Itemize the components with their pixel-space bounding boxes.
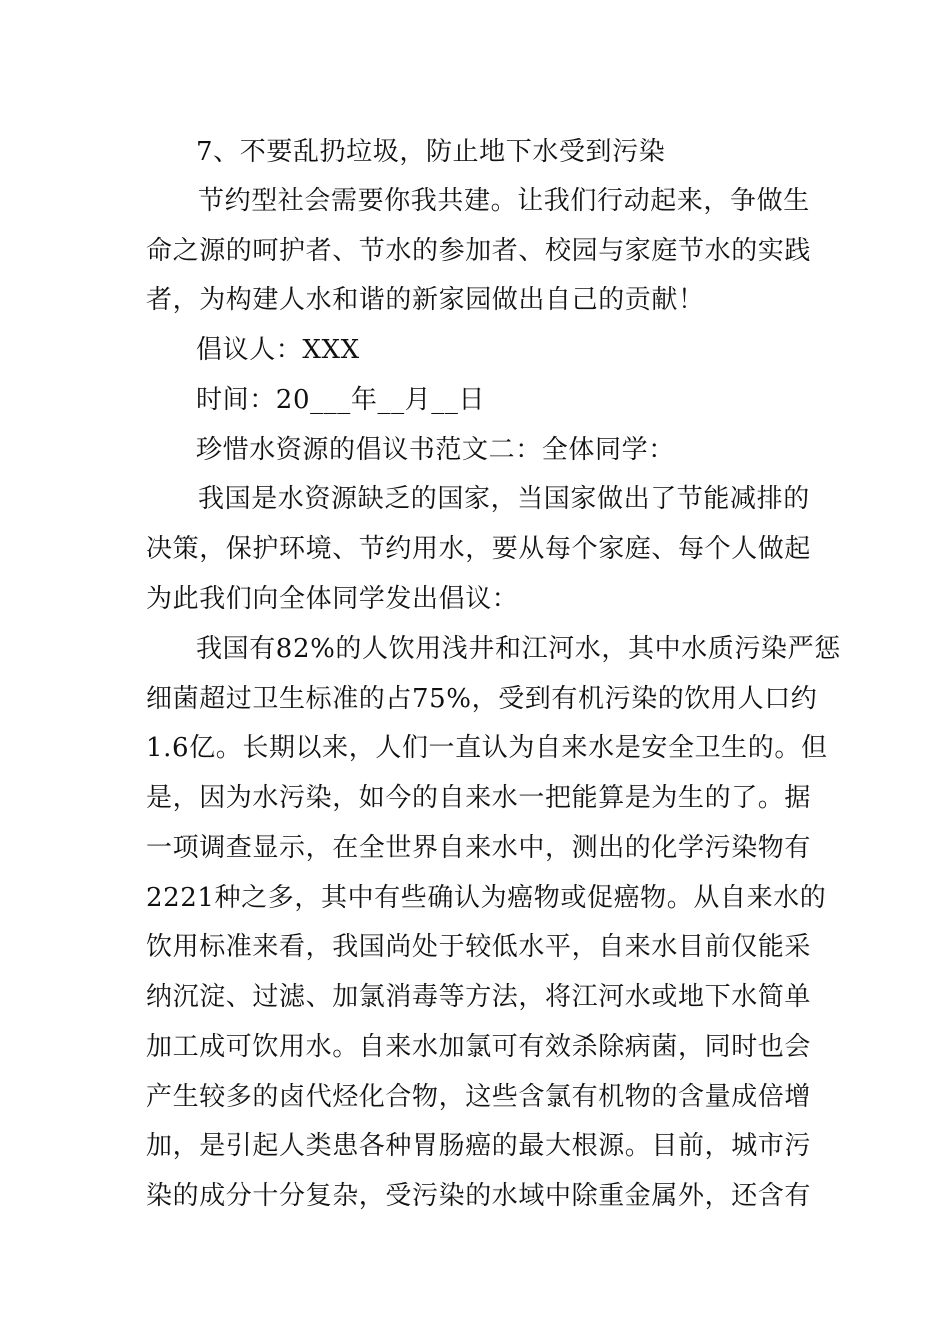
paragraph-line: 加工成可饮用水。自来水加氯可有效杀除病菌，同时也会: [146, 1032, 812, 1062]
paragraph-line: 为此我们向全体同学发出倡议：: [146, 584, 519, 614]
date-line: 时间：20___年__月__日: [196, 385, 486, 415]
paragraph-line: 决策，保护环境、节约用水，要从每个家庭、每个人做起: [146, 534, 812, 564]
paragraph-line: 者，为构建人水和谐的新家园做出自己的贡献！: [146, 285, 705, 315]
text-line: 7、不要乱扔垃圾，防止地下水受到污染: [196, 137, 666, 167]
paragraph-line: 饮用标准来看，我国尚处于较低水平，自来水目前仅能采: [146, 932, 812, 962]
paragraph-line: 2221种之多，其中有些确认为癌物或促癌物。从自来水的: [146, 883, 827, 913]
section-heading: 珍惜水资源的倡议书范文二：全体同学：: [196, 435, 675, 465]
paragraph-line: 我国是水资源缺乏的国家，当国家做出了节能减排的: [198, 484, 810, 514]
paragraph-line: 染的成分十分复杂，受污染的水域中除重金属外，还含有: [146, 1181, 812, 1211]
paragraph-line: 命之源的呵护者、节水的参加者、校园与家庭节水的实践: [146, 236, 812, 266]
paragraph-line: 1.6亿。长期以来，人们一直认为自来水是安全卫生的。但: [146, 733, 828, 763]
paragraph-line: 一项调查显示，在全世界自来水中，测出的化学污染物有: [146, 833, 812, 863]
proposer-line: 倡议人：XXX: [196, 335, 360, 365]
paragraph-line: 我国有82%的人饮用浅井和江河水，其中水质污染严惩: [196, 634, 841, 664]
paragraph-line: 加，是引起人类患各种胃肠癌的最大根源。目前，城市污: [146, 1131, 812, 1161]
paragraph-line: 产生较多的卤代烃化合物，这些含氯有机物的含量成倍增: [146, 1082, 812, 1112]
paragraph-line: 是，因为水污染，如今的自来水一把能算是为生的了。据: [146, 783, 812, 813]
paragraph-line: 纳沉淀、过滤、加氯消毒等方法，将江河水或地下水简单: [146, 982, 812, 1012]
paragraph-line: 细菌超过卫生标准的占75%，受到有机污染的饮用人口约: [146, 684, 818, 714]
paragraph-line: 节约型社会需要你我共建。让我们行动起来，争做生: [198, 186, 810, 216]
